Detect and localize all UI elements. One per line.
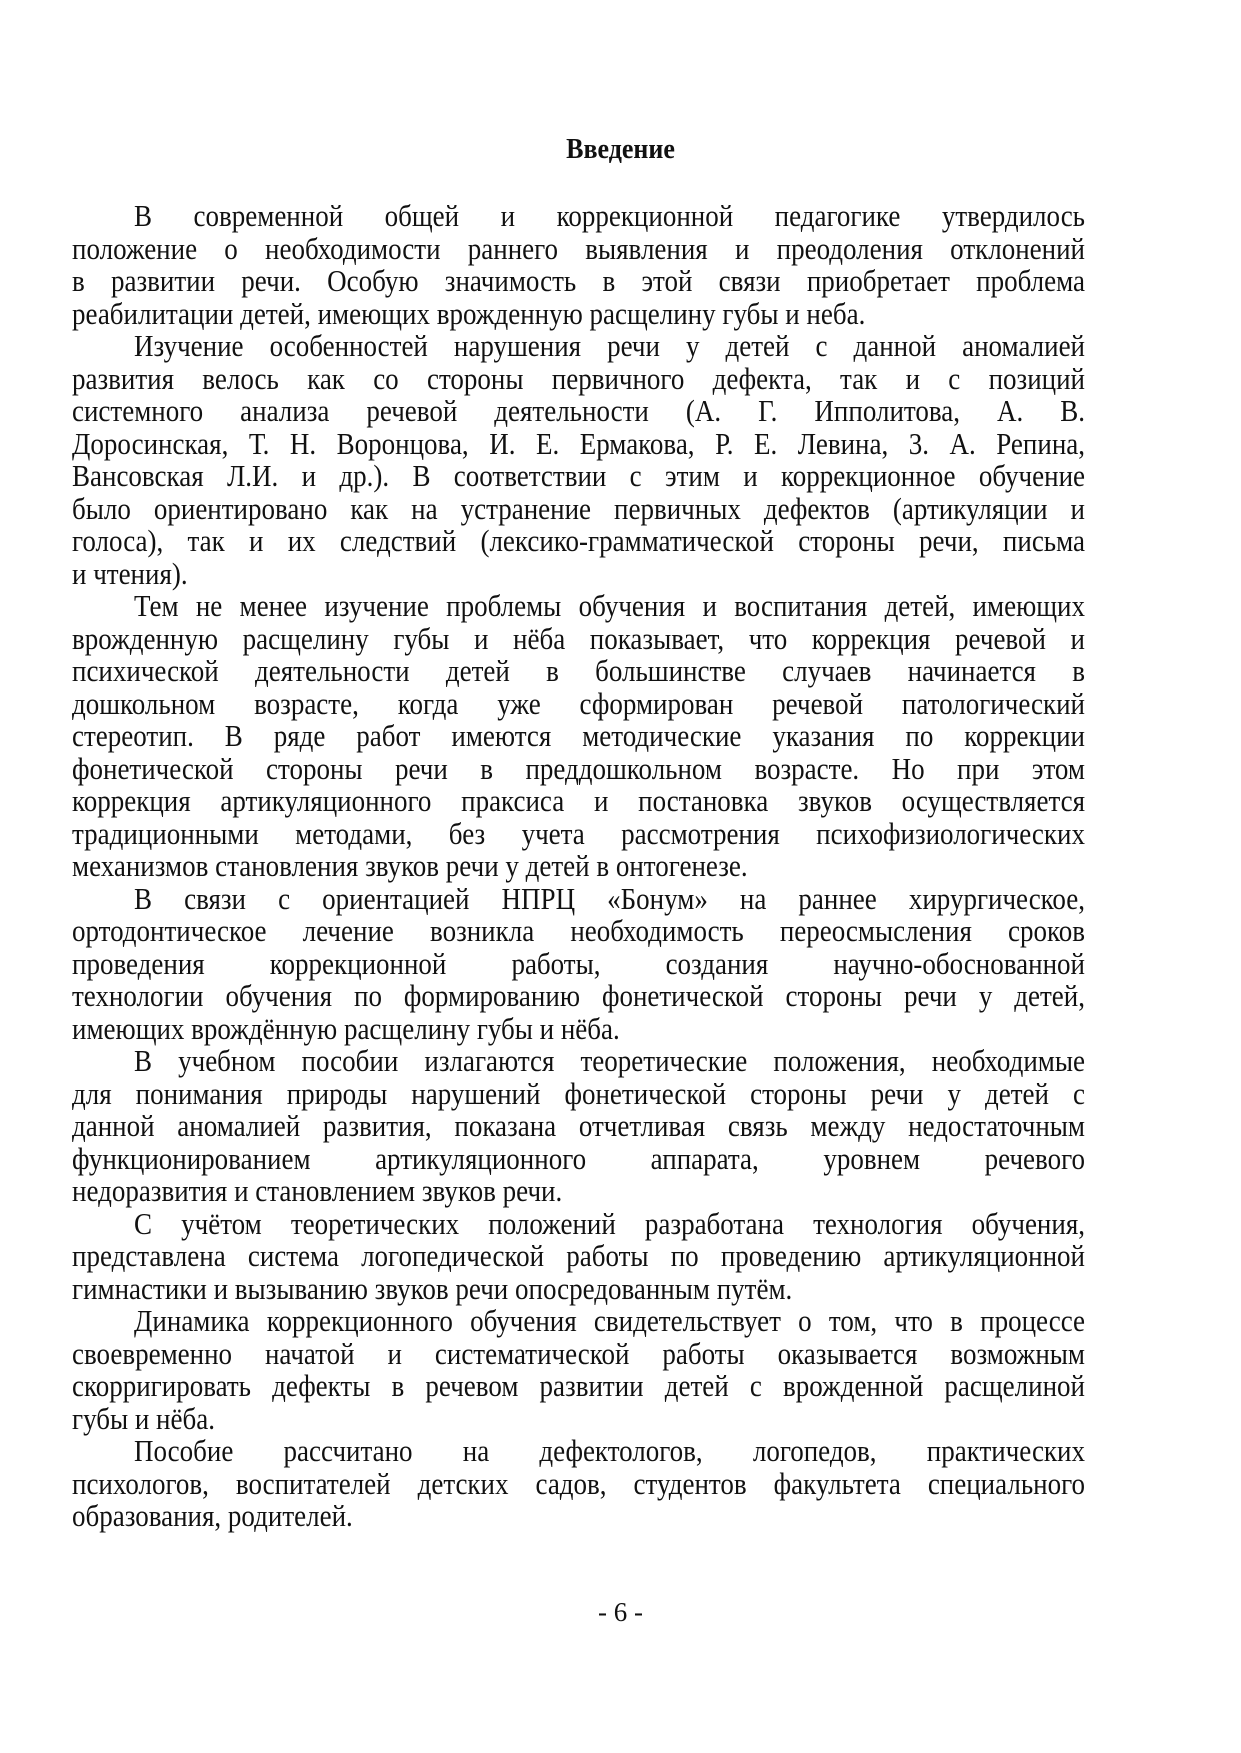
text-line: недоразвития и становлением звуков речи. [72,1174,563,1208]
text-line: В связи с ориентацией НПРЦ «Бонум» на раннее хирургическое, [134,881,1085,916]
page-title: Введение [566,132,675,165]
paragraph [72,883,1085,1046]
text-line: проведения коррекционной работы, создания научно-обоснованной [72,946,1085,981]
paragraph [72,200,1085,330]
text-line: данной аномалией развития, показана отчетливая связь между недостаточным [72,1109,1085,1143]
text-line: скорригировать дефекты в речевом развитии детей с врожденной расщелиной [72,1369,1085,1403]
text-line: механизмов становления звуков речи у детей в онтогенезе. [72,849,748,883]
text-line: В современной общей и коррекционной педагогике утвердилось [134,199,1085,233]
text-line: губы и нёба. [72,1401,215,1436]
paragraph [72,1435,1085,1533]
text-line: технологии обучения по формированию фонетической стороны речи у детей, [72,979,1085,1013]
text-line: фонетической стороны речи в преддошкольном возрасте. Но при этом [72,751,1085,786]
text-line: дошкольном возрасте, когда уже сформирован речевой патологический [72,686,1085,721]
paragraph [72,330,1085,590]
text-line: коррекция артикуляционного праксиса и постановка звуков осуществляется [72,784,1085,818]
text-line: голоса), так и их следствий (лексико-грамматической стороны речи, письма [72,524,1085,558]
text-line: Динамика коррекционного обучения свидетельствует о том, что в процессе [134,1304,1085,1338]
paragraph [72,1305,1085,1435]
text-line: реабилитации детей, имеющих врожденную расщелину губы и неба. [72,296,866,331]
text-line: Изучение особенностей нарушения речи у детей с данной аномалией [134,329,1085,363]
text-line: психологов, воспитателей детских садов, студентов факультета специального [72,1466,1085,1501]
text-line: В учебном пособии излагаются теоретические положения, необходимые [134,1044,1085,1078]
text-line: своевременно начатой и систематической работы оказывается возможным [72,1336,1085,1371]
text-line: С учётом теоретических положений разработана технология обучения, [134,1206,1085,1241]
text-line: и чтения). [72,556,188,591]
text-line: гимнастики и вызыванию звуков речи опосредованным путём. [72,1271,793,1306]
text-line: Тем не менее изучение проблемы обучения и воспитания детей, имеющих [134,589,1085,623]
paragraph [72,590,1085,883]
text-line: представлена система логопедической работы по проведению артикуляционной [72,1239,1085,1273]
text-line: Вансовская Л.И. и др.). В соответствии с этим и коррекционное обучение [72,459,1085,493]
text-line: было ориентировано как на устранение первичных дефектов (артикуляции и [72,491,1085,526]
text-line: имеющих врождённую расщелину губы и нёба. [72,1011,620,1046]
text-line: в развитии речи. Особую значимость в этой связи приобретает проблема [72,264,1085,298]
text-line: положение о необходимости раннего выявления и преодоления отклонений [72,231,1085,266]
text-line: функционированием артикуляционного аппарата, уровнем речевого [72,1141,1085,1176]
text-line: Пособие рассчитано на дефектологов, логопедов, практических [134,1434,1085,1468]
text-line: психической деятельности детей в большинстве случаев начинается в [72,654,1085,688]
text-line: ортодонтическое лечение возникла необходимость переосмысления сроков [72,914,1085,948]
text-line: образования, родителей. [72,1499,353,1533]
text-line: для понимания природы нарушений фонетической стороны речи у детей с [72,1076,1085,1111]
paragraph [72,1208,1085,1306]
text-line: врожденную расщелину губы и нёба показывает, что коррекция речевой и [72,621,1085,656]
text-line: традиционными методами, без учета рассмотрения психофизиологических [72,816,1085,851]
paragraph [72,1045,1085,1208]
text-line: системного анализа речевой деятельности (А. Г. Ипполитова, А. В. [72,394,1085,428]
page-number: - 6 - [598,1597,643,1627]
text-line: Доросинская, Т. Н. Воронцова, И. Е. Ермакова, Р. Е. Левина, 3. А. Репина, [72,426,1085,461]
document-body [72,200,1085,1533]
text-line: развития велось как со стороны первичного дефекта, так и с позиций [72,361,1085,396]
text-line: стереотип. В ряде работ имеются методические указания по коррекции [72,719,1085,753]
